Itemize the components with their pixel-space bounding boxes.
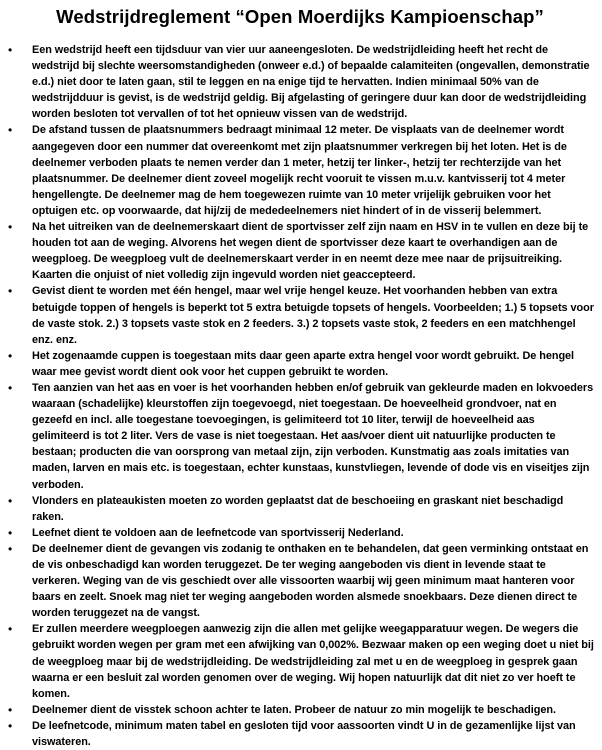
rule-text: Er zullen meerdere weegploegen aanwezig zijn die allen met gelijke weegapparatuur wegen. De wegers die gebruikt worden wegen per gram met een afwijking van 0,002%. Bezwaar maken op een weging doet u niet bij de weegploeg maar bij de wedstrijdleiding. De wedstrijdleiding zal met u en de weegploeg in gesprek gaan waarna er een besluit zal worden genomen over de weging. Wij hopen natuurlijk dat dit niet zo ver hoeft te komen. xyxy=(32,623,594,700)
rule-text: Een wedstrijd heeft een tijdsduur van vier uur aaneengesloten. De wedstrijdleiding heeft het recht de wedstrijd bij slechte weersomstandigheden (onweer e.d.) of bepaalde calamiteiten (ongevallen, demonstratie e.d.) niet door te laten gaan, stil te leggen en na enige tijd te hervatten. Indien minimaal 50% van de wedstrijdduur is gevist, is de wedstrijd geldig. Bij afgelasting of geringere duur kan door de wedstrijdleiding worden besloten tot vervallen of tot het opnieuw vissen van de wedstrijd. xyxy=(32,44,590,121)
rule-item xyxy=(6,621,594,701)
bullet-icon: • xyxy=(8,718,13,733)
bullet-icon: • xyxy=(8,622,13,637)
rule-text: Leefnet dient te voldoen aan de leefnetcode van sportvisserij Nederland. xyxy=(32,526,404,539)
bullet-icon: • xyxy=(8,380,13,395)
rule-item xyxy=(6,122,594,219)
bullet-icon: • xyxy=(8,284,13,299)
rule-text: Het zogenaamde cuppen is toegestaan mits daar geen aparte extra hengel voor wordt gebruikt. De hengel waar mee gevist wordt dient ook voor het cuppen gebruikt te worden. xyxy=(32,349,575,378)
rule-item xyxy=(6,541,594,621)
rule-text: Gevist dient te worden met één hengel, maar wel vrije hengel keuze. Het voorhanden hebben van extra betuigde toppen of hengels is beperkt tot 5 extra betuigde topsets of hengels. Voorbeelden; 1.) 5 topsets voor de vaste stok. 2.) 3 topsets vaste stok en 2 feeders. 3.) 2 topsets vaste stok, 2 feeders en een matchhengel enz. enz. xyxy=(32,285,594,346)
rule-text: De afstand tussen de plaatsnummers bedraagt minimaal 12 meter. De visplaats van de deelnemer wordt aangegeven door een nummer dat overeenkomt met zijn plaatsnummer verkregen bij het loten. Het is de deelnemer verboden plaats te nemen verder dan 1 meter, hetzij ter linker-, hetzij ter rechterzijde van het plaatsnummer. De deelnemer dient zoveel mogelijk recht vooruit te vissen m.u.v. kantvisserij tot 4 meter hengellengte. De deelnemer mag de hem toegewezen ruimte van 10 meter vrijelijk gebruiken voor het optuigen etc. op voorwaarde, dat hij/zij de mededeelnemers niet hindert of in de visserij belemmert. xyxy=(32,124,567,217)
rule-item xyxy=(6,348,594,380)
rule-item xyxy=(6,42,594,122)
rule-item xyxy=(6,718,594,750)
bullet-icon: • xyxy=(8,123,13,138)
rule-text: Ten aanzien van het aas en voer is het voorhanden hebben en/of gebruik van gekleurde maden en lokvoeders waaraan (schadelijke) kleurstoffen zijn toegevoegd, niet toegestaan. De hoeveelheid grondvoer, nat en gezeefd en incl. alle toegestane toevoegingen, is gelimiteerd tot 10 liter, terwijl de hoeveelheid aas gelimiteerd is tot 2 liter. Vers de vase is niet toegestaan. Het aas/voer dient uit natuurlijke producten te bestaan; producten die van oorsprong van metaal zijn, zijn verboden. Kunstmatig aas zoals imitaties van maden, larven en mais etc. is toegestaan, echter kunstaas, kunstvliegen, levende of dode vis en viseitjes zijn verboden. xyxy=(32,381,594,491)
bullet-icon: • xyxy=(8,525,13,540)
rule-item xyxy=(6,380,594,493)
rule-text: Vlonders en plateaukisten moeten zo worden geplaatst dat de beschoeiing en graskant niet beschadigd raken. xyxy=(32,494,564,523)
bullet-icon: • xyxy=(8,43,13,57)
rule-text: Na het uitreiken van de deelnemerskaart dient de sportvisser zelf zijn naam en HSV in te vullen en deze bij te houden tot aan de weging. Alvorens het wegen dient de sportvisser deze kaart te overhandigen aan de weegploeg. De weegploeg vult de deelnemerskaart verder in en neemt deze mee naar de prijsuitreiking. Kaarten die onjuist of niet volledig zijn ingevuld worden niet geaccepteerd. xyxy=(32,221,589,282)
bullet-icon: • xyxy=(8,541,13,556)
bullet-icon: • xyxy=(8,348,13,363)
rule-text: De leefnetcode, minimum maten tabel en gesloten tijd voor aassoorten vindt U in de gezamenlijke lijst van viswateren. xyxy=(32,719,576,749)
rule-item xyxy=(6,283,594,347)
bullet-icon: • xyxy=(8,220,13,235)
rule-item xyxy=(6,525,594,541)
rules-list xyxy=(6,42,594,750)
rule-text: De deelnemer dient de gevangen vis zodanig te onthaken en te behandelen, dat geen verminking ontstaat en de vis onbeschadigd kan worden teruggezet. De ter weging aangeboden vis dient in levende staat te verkeren. Weging van de vis geschiedt over alle vissoorten waarbij wij geen minimum maat hanteren voor baars en zeelt. Snoek mag niet ter weging aangeboden worden alsmede snoekbaars. Deze dienen direct te worden teruggezet na de vangst. xyxy=(32,542,589,620)
rule-item xyxy=(6,219,594,283)
rule-text: Deelnemer dient de visstek schoon achter te laten. Probeer de natuur zo min mogelijk te beschadigen. xyxy=(32,703,556,716)
bullet-icon: • xyxy=(8,702,13,717)
rule-item xyxy=(6,702,594,718)
rule-item xyxy=(6,493,594,525)
document-title: Wedstrijdreglement “Open Moerdijks Kampioenschap” xyxy=(56,6,544,27)
bullet-icon: • xyxy=(8,493,13,508)
